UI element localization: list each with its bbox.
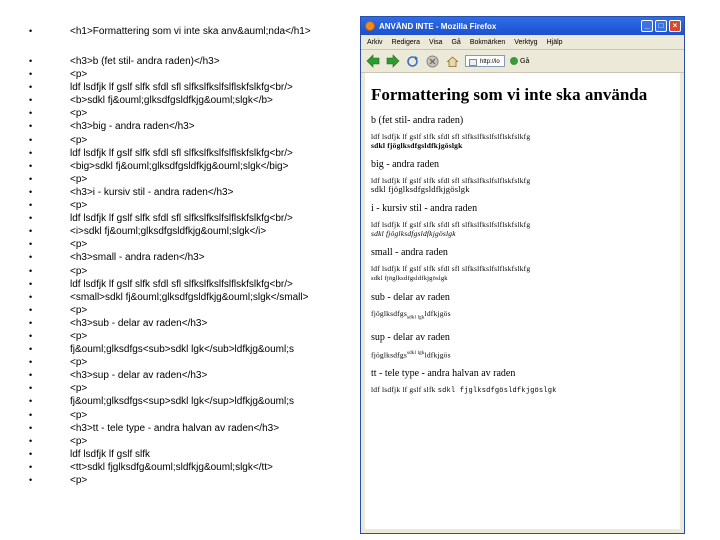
forward-button[interactable] <box>385 54 400 69</box>
menu-verktyg[interactable]: Verktyg <box>514 38 538 46</box>
code-line: • <p> <box>28 382 353 395</box>
section-heading-small: small - andra raden <box>371 247 448 258</box>
bold-text: sdkl fjöglksdfgsldfkjgöslgk <box>371 141 463 150</box>
code-line: • <h3>big - andra raden</h3> <box>28 120 353 133</box>
window-controls <box>641 20 681 32</box>
code-line: • <p> <box>28 134 353 147</box>
code-line: • <p> <box>28 199 353 212</box>
plain-text: ldf lsdfjk lf gslf slfk sfdl sfl slfkslfkslfslflskfslkfg <box>371 220 531 229</box>
section-paragraph-small <box>371 264 680 283</box>
code-line: • <h3>sup - delar av raden</h3> <box>28 369 353 382</box>
reload-icon <box>406 55 419 68</box>
menu-bar <box>361 35 684 50</box>
go-icon <box>510 57 518 65</box>
window-titlebar[interactable] <box>361 17 684 35</box>
firefox-window <box>360 16 685 534</box>
italic-text: sdkl fjöglksdfgsldfkjgöslgk <box>371 229 456 238</box>
code-line: • ldf lsdfjk lf gslf slfk sfdl sfl slfkslfkslfslflskfslkfg<br/> <box>28 278 353 291</box>
home-icon <box>446 55 459 68</box>
maximize-button[interactable]: □ <box>655 20 667 32</box>
window-title: ANVÄND INTE - Mozilla Firefox <box>379 21 497 31</box>
page-content <box>365 73 680 529</box>
code-line: • <h3>b (fet stil- andra raden)</h3> <box>28 55 353 68</box>
code-line: • <p> <box>28 356 353 369</box>
code-line: • <h3>tt - tele type - andra halvan av raden</h3> <box>28 422 353 435</box>
section-paragraph-tt <box>371 385 680 396</box>
code-line: • <b>sdkl fj&ouml;glksdfgsldfkjg&ouml;slgk</b> <box>28 94 353 107</box>
html-code-list <box>28 25 353 487</box>
code-line: • fj&ouml;glksdfgs<sup>sdkl lgk</sup>ldfkjg&ouml;s <box>28 395 353 408</box>
minimize-button[interactable]: _ <box>641 20 653 32</box>
section-heading-sup: sup - delar av raden <box>371 331 450 343</box>
code-line: • <h1>Formattering som vi inte ska anv&auml;nda</h1> <box>28 25 353 40</box>
plain-text: ldfkjgös <box>424 350 451 359</box>
code-line: • <p> <box>28 409 353 422</box>
home-button[interactable] <box>445 54 460 69</box>
code-line-blank <box>28 40 353 55</box>
back-button[interactable] <box>365 54 380 69</box>
menu-redigera[interactable]: Redigera <box>391 38 420 46</box>
forward-arrow-icon <box>386 54 400 68</box>
navigation-toolbar <box>361 50 684 73</box>
go-label: Gå <box>520 57 530 65</box>
code-line: • ldf lsdfjk lf gslf slfk sfdl sfl slfkslfkslfslflskfslkfg<br/> <box>28 212 353 225</box>
menu-bokmarken[interactable]: Bokmärken <box>469 38 506 46</box>
plain-text: ldfkjgös <box>424 309 451 318</box>
go-button[interactable] <box>510 57 529 65</box>
superscript-text: sdkl lgk <box>406 350 425 356</box>
section-heading-big: big - andra raden <box>371 159 440 170</box>
section-heading-b: b (fet stil- andra raden) <box>371 115 464 126</box>
subscript-text: sdkl lgk <box>406 315 425 321</box>
close-button[interactable]: × <box>669 20 681 32</box>
plain-text: fjöglksdfgs <box>371 309 407 318</box>
menu-hjalp[interactable]: Hjälp <box>546 38 563 46</box>
section-paragraph-b <box>371 132 680 150</box>
section-paragraph-i <box>371 220 680 238</box>
code-line: • <p> <box>28 474 353 487</box>
code-line: • <p> <box>28 304 353 317</box>
code-line: • <h3>small - andra raden</h3> <box>28 251 353 264</box>
code-line: • <big>sdkl fj&ouml;glksdfgsldfkjg&ouml;slgk</big> <box>28 160 353 173</box>
menu-visa[interactable]: Visa <box>428 38 443 46</box>
plain-text: ldf lsdfjk lf gslf slfk sfdl sfl slfkslfkslfslflskfslkfg <box>371 264 531 273</box>
plain-text: ldf lsdfjk lf gslf slfk sfdl sfl slfkslfkslfslflskfslkfg <box>371 176 531 185</box>
code-line: • fj&ouml;glksdfgs<sub>sdkl lgk</sub>ldfkjg&ouml;s <box>28 343 353 356</box>
code-line: • <p> <box>28 107 353 120</box>
section-paragraph-big <box>371 176 680 194</box>
code-line: • <p> <box>28 238 353 251</box>
code-line: • ldf lsdfjk lf gslf slfk sfdl sfl slfkslfkslfslflskfslkfg<br/> <box>28 147 353 160</box>
code-line: • <tt>sdkl fjglksdfg&ouml;sldfkjg&ouml;slgk</tt> <box>28 461 353 474</box>
menu-arkiv[interactable]: Arkiv <box>367 38 383 46</box>
code-line: • <p> <box>28 265 353 278</box>
reload-button[interactable] <box>405 54 420 69</box>
code-line: • <h3>sub - delar av raden</h3> <box>28 317 353 330</box>
plain-text: ldf lsdfjk lf gslf slfk sfdl sfl slfkslfkslfslflskfslkfg <box>371 132 531 141</box>
teletype-text: sdkl fjglksdfgösldfkjgöslgk <box>437 387 557 395</box>
small-text: sdkl fjöglksdfgsldfkjgöslgk <box>371 275 448 282</box>
url-input[interactable]: http://lo <box>465 55 505 67</box>
section-heading-tt: tt - tele type - andra halvan av raden <box>371 368 516 379</box>
code-line: • <p> <box>28 68 353 81</box>
back-arrow-icon <box>366 54 380 68</box>
big-text: sdkl fjöglksdfgsldfkjgöslgk <box>371 184 470 194</box>
code-line: • <p> <box>28 435 353 448</box>
code-line: • <i>sdkl fj&ouml;glksdfgsldfkjg&ouml;slgk</i> <box>28 225 353 238</box>
section-heading-i: i - kursiv stil - andra raden <box>371 203 478 214</box>
section-paragraph-sub <box>371 309 680 323</box>
code-line: • <small>sdkl fj&ouml;glksdfgsldfkjg&ouml;slgk</small> <box>28 291 353 304</box>
code-line: • ldf lsdfjk lf gslf slfk sfdl sfl slfkslfkslfslflskfslkfg<br/> <box>28 81 353 94</box>
code-line: • <p> <box>28 173 353 186</box>
section-heading-sub: sub - delar av raden <box>371 292 450 303</box>
code-line: • <p> <box>28 330 353 343</box>
menu-ga[interactable]: Gå <box>451 38 461 46</box>
plain-text: fjöglksdfgs <box>371 350 407 359</box>
firefox-icon <box>365 21 375 31</box>
plain-text: ldf lsdfjk lf gslf slfk <box>371 385 436 394</box>
section-paragraph-sup <box>371 349 680 360</box>
stop-button[interactable] <box>425 54 440 69</box>
page-heading: Formattering som vi inte ska använda <box>371 85 648 104</box>
code-line: • ldf lsdfjk lf gslf slfk <box>28 448 353 461</box>
stop-icon <box>426 55 439 68</box>
code-line: • <h3>i - kursiv stil - andra raden</h3> <box>28 186 353 199</box>
